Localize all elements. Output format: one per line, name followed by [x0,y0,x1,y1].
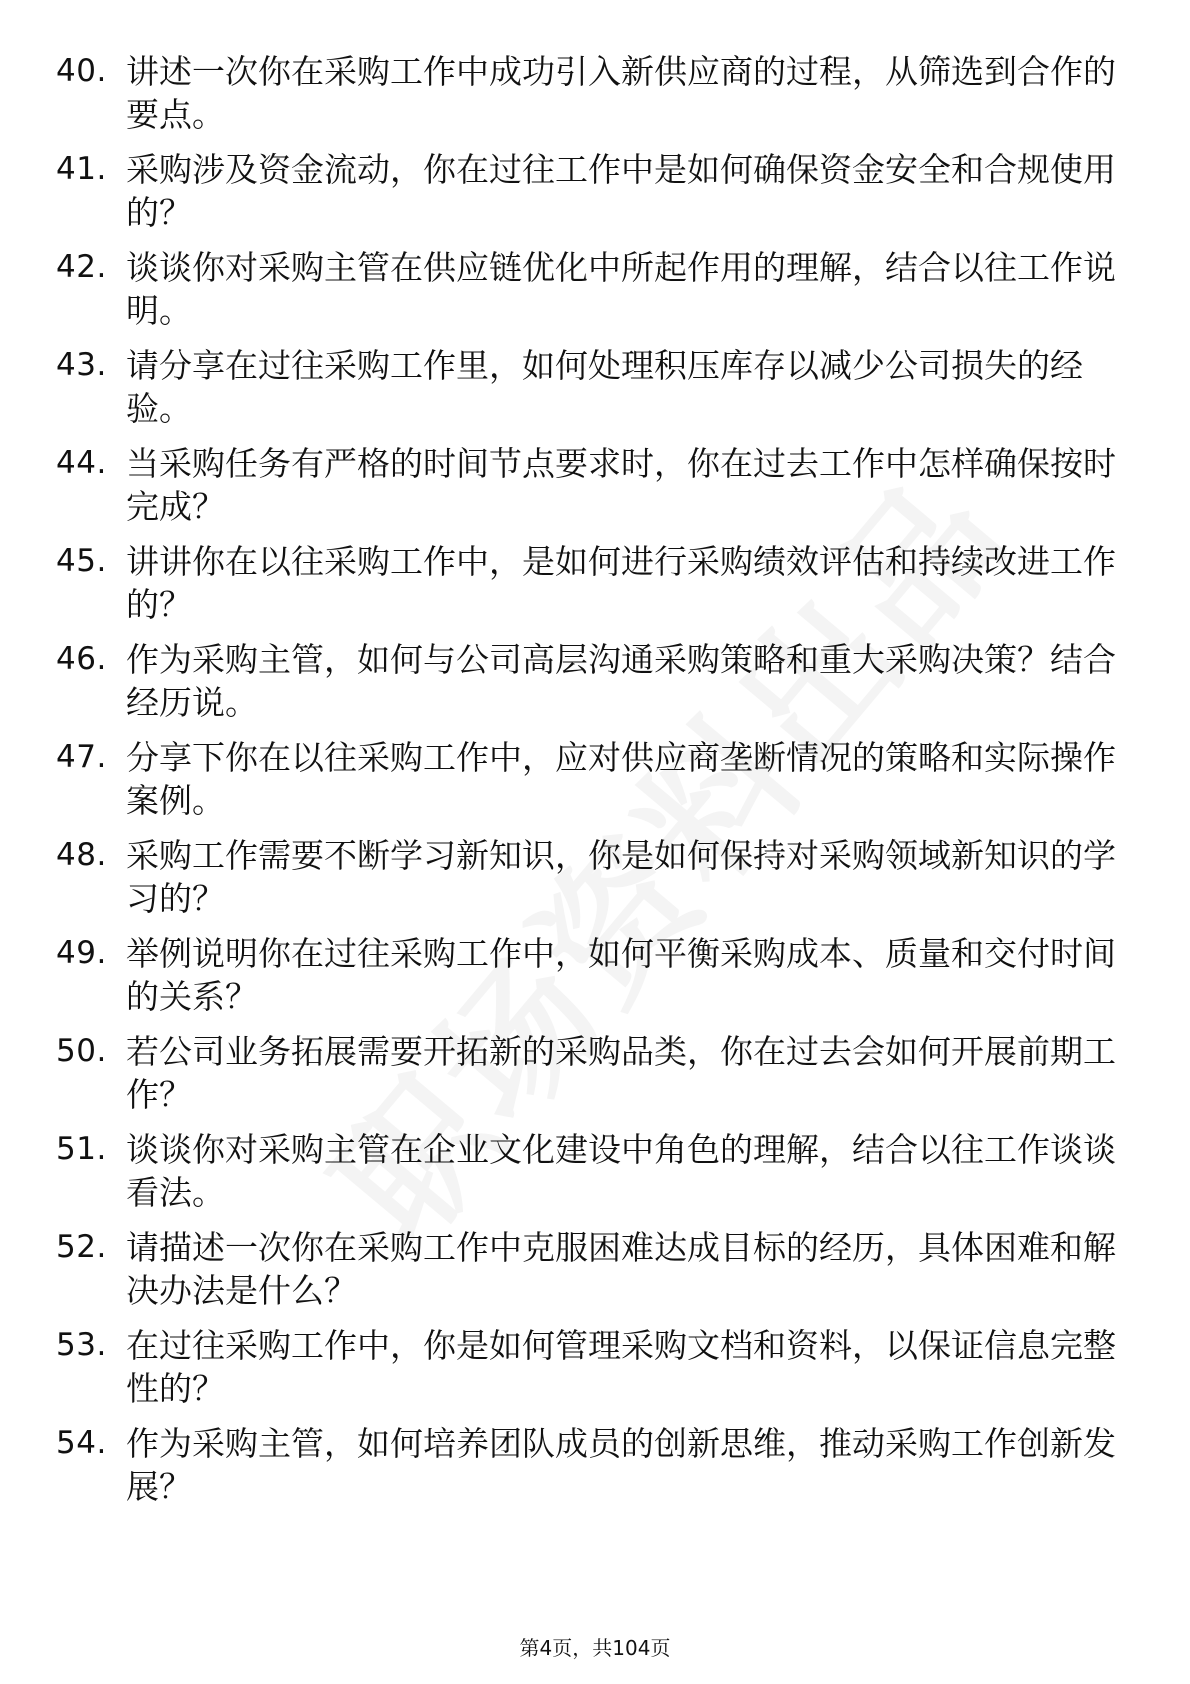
question-list [56,50,1136,1520]
page-number: 第4页，共104页 [519,1636,671,1660]
question-number: 48. [56,837,107,873]
question-number: 44. [56,445,107,481]
question-item [56,1324,1136,1410]
question-number: 53. [56,1327,107,1363]
question-item [56,736,1136,822]
question-text: 当采购任务有严格的时间节点要求时，你在过去工作中怎样确保按时完成？ [126,444,1116,526]
question-number: 43. [56,347,107,383]
question-text: 采购工作需要不断学习新知识，你是如何保持对采购领域新知识的学习的？ [126,836,1116,918]
question-number: 40. [56,53,107,89]
question-item [56,148,1136,234]
question-number: 45. [56,543,107,579]
question-item [56,1226,1136,1312]
question-number: 46. [56,641,107,677]
question-text: 举例说明你在过往采购工作中，如何平衡采购成本、质量和交付时间的关系？ [126,934,1116,1016]
question-text: 在过往采购工作中，你是如何管理采购文档和资料，以保证信息完整性的？ [126,1326,1116,1408]
question-text: 谈谈你对采购主管在企业文化建设中角色的理解，结合以往工作谈谈看法。 [126,1130,1116,1212]
question-item [56,1128,1136,1214]
question-text: 讲讲你在以往采购工作中，是如何进行采购绩效评估和持续改进工作的？ [126,542,1116,624]
question-item [56,344,1136,430]
question-item [56,246,1136,332]
question-number: 41. [56,151,107,187]
question-number: 52. [56,1229,107,1265]
question-number: 42. [56,249,107,285]
question-item [56,932,1136,1018]
question-item [56,1422,1136,1508]
question-text: 谈谈你对采购主管在供应链优化中所起作用的理解，结合以往工作说明。 [126,248,1116,330]
question-number: 54. [56,1425,107,1461]
question-text: 请描述一次你在采购工作中克服困难达成目标的经历，具体困难和解决办法是什么？ [126,1228,1116,1310]
question-number: 51. [56,1131,107,1167]
question-text: 采购涉及资金流动，你在过往工作中是如何确保资金安全和合规使用的？ [126,150,1116,232]
question-text: 作为采购主管，如何与公司高层沟通采购策略和重大采购决策？结合经历说。 [126,640,1116,722]
question-item [56,540,1136,626]
question-text: 分享下你在以往采购工作中，应对供应商垄断情况的策略和实际操作案例。 [126,738,1116,820]
question-item [56,834,1136,920]
question-item [56,442,1136,528]
question-text: 作为采购主管，如何培养团队成员的创新思维，推动采购工作创新发展？ [126,1424,1116,1506]
question-item [56,638,1136,724]
question-item [56,1030,1136,1116]
question-text: 若公司业务拓展需要开拓新的采购品类，你在过去会如何开展前期工作？ [126,1032,1116,1114]
question-text: 讲述一次你在采购工作中成功引入新供应商的过程，从筛选到合作的要点。 [126,52,1116,134]
question-item [56,50,1136,136]
question-number: 47. [56,739,107,775]
question-text: 请分享在过往采购工作里，如何处理积压库存以减少公司损失的经验。 [126,346,1083,428]
question-number: 49. [56,935,107,971]
question-number: 50. [56,1033,107,1069]
